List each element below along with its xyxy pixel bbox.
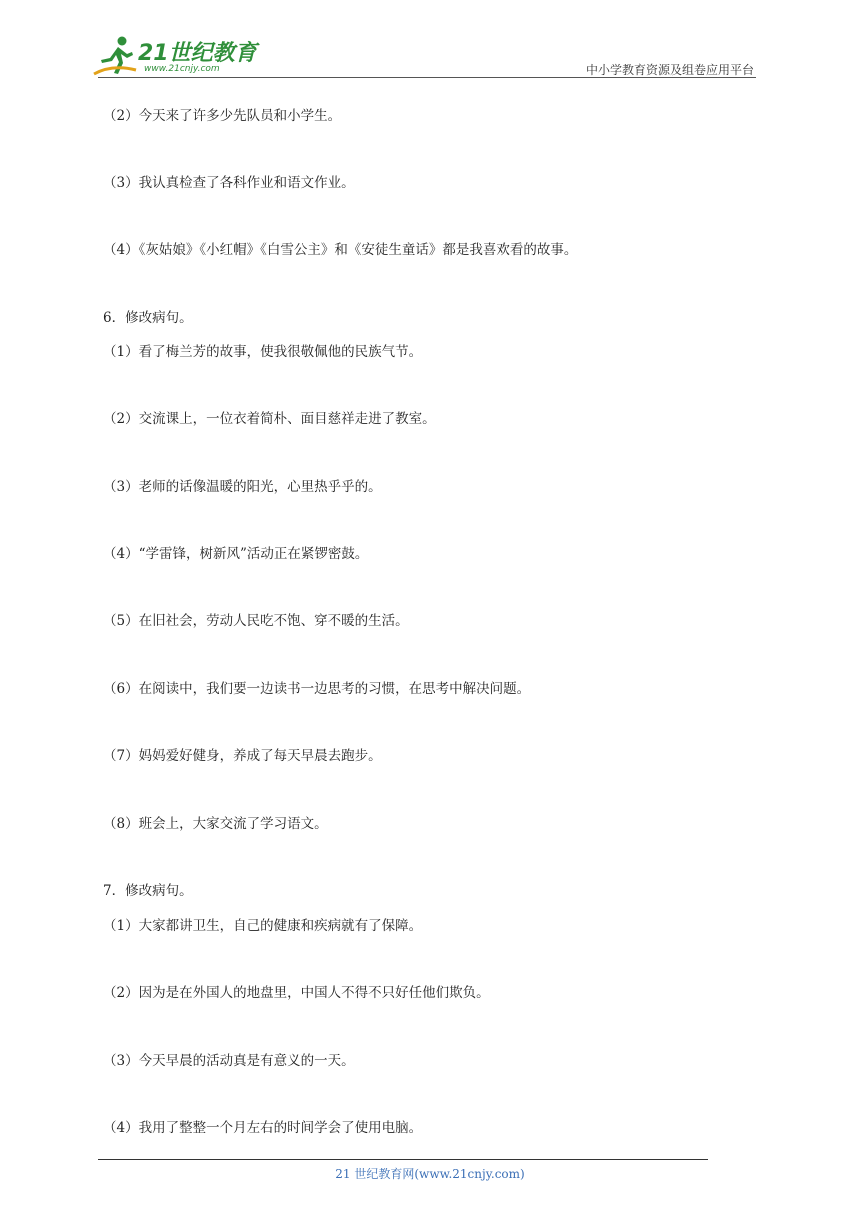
q7-item-1: （1）大家都讲卫生，自己的健康和疾病就有了保障。	[103, 918, 423, 934]
runner-logo-icon	[92, 34, 138, 78]
site-logo[interactable]	[92, 34, 262, 78]
q7-item-3: （3）今天早晨的活动真是有意义的一天。	[103, 1053, 355, 1069]
q7-item-2: （2）因为是在外国人的地盘里，中国人不得不只好任他们欺负。	[103, 985, 490, 1001]
q5-item-2: （2）今天来了许多少先队员和小学生。	[103, 108, 342, 124]
logo-text: 21世纪教育	[138, 41, 257, 66]
footer-link[interactable]: 21 世纪教育网(www.21cnjy.com)	[335, 1167, 525, 1181]
q5-item-3: （3）我认真检查了各科作业和语文作业。	[103, 175, 355, 191]
q6-item-5: （5）在旧社会，劳动人民吃不饱、穿不暖的生活。	[103, 613, 409, 629]
q6-item-3: （3）老师的话像温暖的阳光，心里热乎乎的。	[103, 479, 382, 495]
page-header	[0, 0, 860, 90]
q6-item-4: （4）“学雷锋，树新风”活动正在紧锣密鼓。	[103, 546, 369, 562]
header-platform-text: 中小学教育资源及组卷应用平台	[585, 63, 754, 77]
q6-item-2: （2）交流课上，一位衣着简朴、面目慈祥走进了教室。	[103, 411, 436, 427]
q6-item-8: （8）班会上，大家交流了学习语文。	[103, 816, 328, 832]
logo-url: www.21cnjy.com	[144, 64, 220, 74]
q7-item-4: （4）我用了整整一个月左右的时间学会了使用电脑。	[103, 1120, 423, 1136]
q6-item-7: （7）妈妈爱好健身，养成了每天早晨去跑步。	[103, 748, 382, 764]
footer-divider	[98, 1159, 708, 1160]
q6-item-1: （1）看了梅兰芳的故事，使我很敬佩他的民族气节。	[103, 344, 423, 360]
header-divider	[98, 77, 756, 78]
q6-item-6: （6）在阅读中，我们要一边读书一边思考的习惯，在思考中解决问题。	[103, 681, 531, 697]
q6-title: 6．修改病句。	[103, 310, 193, 326]
q7-title: 7．修改病句。	[103, 883, 193, 899]
q5-item-4: （4）《灰姑娘》《小红帽》《白雪公主》和《安徒生童话》都是我喜欢看的故事。	[103, 242, 578, 258]
